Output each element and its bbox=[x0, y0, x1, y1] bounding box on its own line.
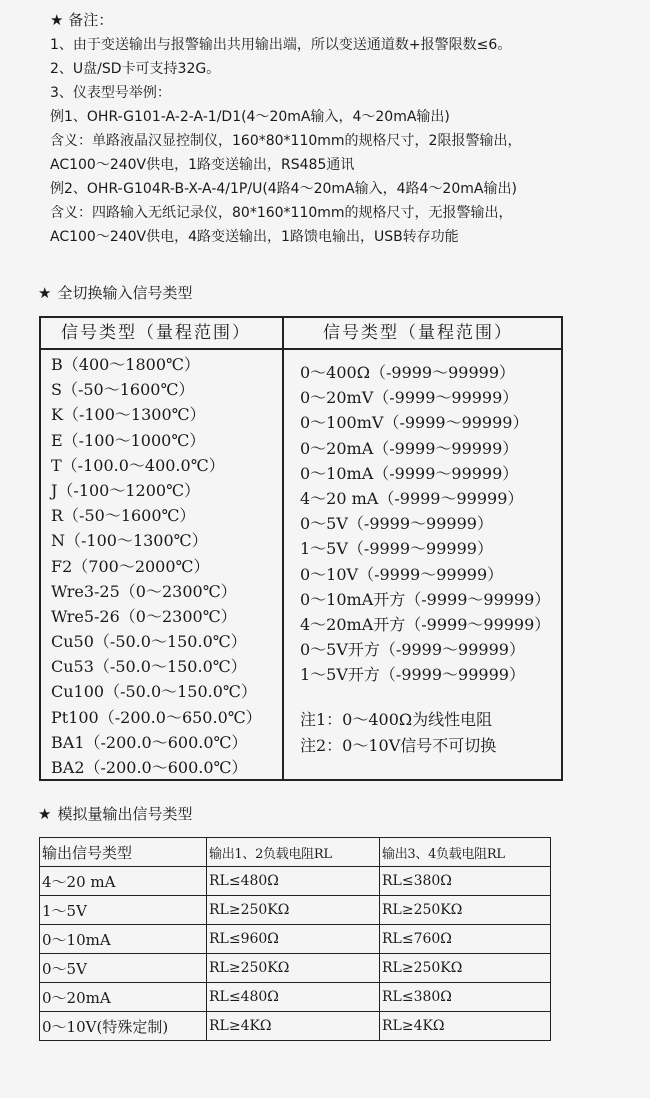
list-item: Cu53（-50.0～150.0℃） bbox=[51, 657, 247, 677]
remark-line: 1、由于变送输出与报警输出共用输出端，所以变送通道数+报警限数≤6。 bbox=[50, 37, 512, 53]
table-divider bbox=[282, 318, 284, 779]
list-item: Cu100（-50.0～150.0℃） bbox=[51, 682, 257, 702]
table-cell: 1～5V bbox=[40, 896, 207, 925]
list-item: BA1（-200.0～600.0℃） bbox=[51, 732, 248, 752]
remark-line: AC100～240V供电，4路变送输出，1路馈电输出，USB转存功能 bbox=[50, 229, 459, 245]
list-item: 0～5V开方（-9999～99999） bbox=[300, 640, 525, 660]
list-item: 0～20mA（-9999～99999） bbox=[300, 438, 519, 458]
table-header-right: 信号类型（量程范围） bbox=[323, 323, 513, 343]
table-cell: 4～20 mA bbox=[40, 867, 207, 896]
footnote: 注2：0～10V信号不可切换 bbox=[300, 735, 497, 755]
remark-line: 例2、OHR-G104R-B-X-A-4/1P/U(4路4～20mA输入，4路4～20mA输出) bbox=[50, 181, 517, 197]
remark-line: 含义：四路输入无纸记录仪，80*160*110mm的规格尺寸，无报警输出， bbox=[50, 205, 513, 221]
table-cell: RL≤380Ω bbox=[380, 867, 551, 896]
star-icon: ★ bbox=[38, 805, 52, 823]
column-header: 输出1、2负载电阻RL bbox=[207, 838, 380, 867]
list-item: Cu50（-50.0～150.0℃） bbox=[51, 632, 247, 652]
list-item: J（-100～1200℃） bbox=[51, 480, 200, 500]
list-item: 4～20 mA（-9999～99999） bbox=[300, 488, 524, 508]
list-item: 0～100mV（-9999～99999） bbox=[300, 413, 529, 433]
table-cell: RL≥4KΩ bbox=[380, 1012, 551, 1041]
table-cell: RL≤480Ω bbox=[207, 983, 380, 1012]
remark-line: 2、U盘/SD卡可支持32G。 bbox=[50, 61, 221, 77]
list-item: Wre3-25（0～2300℃） bbox=[51, 581, 237, 601]
table-row bbox=[40, 983, 551, 1012]
table-cell: RL≥250KΩ bbox=[380, 954, 551, 983]
remark-line: 3、仪表型号举例： bbox=[50, 85, 171, 101]
table-cell: RL≤380Ω bbox=[380, 983, 551, 1012]
table-row bbox=[40, 925, 551, 954]
remarks-block bbox=[50, 8, 640, 249]
remark-line: 含义：单路液晶汉显控制仪，160*80*110mm的规格尺寸，2限报警输出， bbox=[50, 133, 522, 149]
list-item: 0～20mV（-9999～99999） bbox=[300, 388, 519, 408]
list-item: Pt100（-200.0～650.0℃） bbox=[51, 707, 262, 727]
table-footnotes bbox=[300, 707, 550, 757]
table-divider bbox=[41, 348, 561, 350]
list-item: F2（700～2000℃） bbox=[51, 556, 210, 576]
list-item: S（-50～1600℃） bbox=[51, 380, 195, 400]
thermo-signal-list bbox=[51, 352, 262, 780]
list-item: 1～5V（-9999～99999） bbox=[300, 539, 493, 559]
remarks-title: ★ 备注： bbox=[50, 11, 114, 29]
table-header-left: 信号类型（量程范围） bbox=[61, 323, 251, 343]
list-item: 0～400Ω（-9999～99999） bbox=[300, 363, 516, 382]
output-signal-table bbox=[39, 837, 551, 1041]
table-cell: RL≥250KΩ bbox=[207, 954, 380, 983]
list-item: 4～20mA开方（-9999～99999） bbox=[300, 614, 551, 634]
list-item: E（-100～1000℃） bbox=[51, 430, 206, 450]
list-item: 0～5V（-9999～99999） bbox=[300, 514, 493, 534]
list-item: Wre5-26（0～2300℃） bbox=[51, 606, 237, 626]
input-signal-table bbox=[39, 316, 563, 781]
list-item: N（-100～1300℃） bbox=[51, 531, 208, 551]
list-item: 0～10mA（-9999～99999） bbox=[300, 463, 519, 483]
list-item: T（-100.0～400.0℃） bbox=[51, 455, 225, 475]
list-item: R（-50～1600℃） bbox=[51, 506, 196, 526]
table-row bbox=[40, 896, 551, 925]
remark-line: 例1、OHR-G101-A-2-A-1/D1(4～20mA输入，4～20mA输出) bbox=[50, 109, 450, 125]
table-cell: 0～10mA bbox=[40, 925, 207, 954]
remark-line: AC100～240V供电，1路变送输出，RS485通讯 bbox=[50, 157, 355, 173]
analog-signal-list bbox=[300, 360, 550, 758]
table-row bbox=[40, 867, 551, 896]
list-item: K（-100～1300℃） bbox=[51, 405, 206, 425]
table-cell: 0～20mA bbox=[40, 983, 207, 1012]
table-cell: RL≤760Ω bbox=[380, 925, 551, 954]
table-cell: RL≤960Ω bbox=[207, 925, 380, 954]
table-cell: 0～10V(特殊定制) bbox=[40, 1012, 207, 1041]
list-item: BA2（-200.0～600.0℃） bbox=[51, 758, 248, 777]
column-header: 输出信号类型 bbox=[40, 838, 207, 867]
list-item: 1～5V开方（-9999～99999） bbox=[300, 665, 525, 685]
table-cell: 0～5V bbox=[40, 954, 207, 983]
list-item: 0～10mA开方（-9999～99999） bbox=[300, 589, 551, 609]
list-item: 0～10V（-9999～99999） bbox=[300, 564, 504, 584]
table-cell: RL≥250KΩ bbox=[207, 896, 380, 925]
table-header-row bbox=[40, 838, 551, 867]
input-signal-section-title: ★ 全切换输入信号类型 bbox=[38, 284, 193, 302]
table-cell: RL≥250KΩ bbox=[380, 896, 551, 925]
list-item: B（400～1800℃） bbox=[51, 355, 200, 374]
table-row bbox=[40, 954, 551, 983]
column-header: 输出3、4负载电阻RL bbox=[380, 838, 551, 867]
table-cell: RL≥4KΩ bbox=[207, 1012, 380, 1041]
output-signal-section-title: ★ 模拟量输出信号类型 bbox=[38, 805, 193, 823]
table-cell: RL≤480Ω bbox=[207, 867, 380, 896]
table-row bbox=[40, 1012, 551, 1041]
star-icon: ★ bbox=[38, 284, 52, 302]
footnote: 注1：0～400Ω为线性电阻 bbox=[300, 710, 493, 730]
